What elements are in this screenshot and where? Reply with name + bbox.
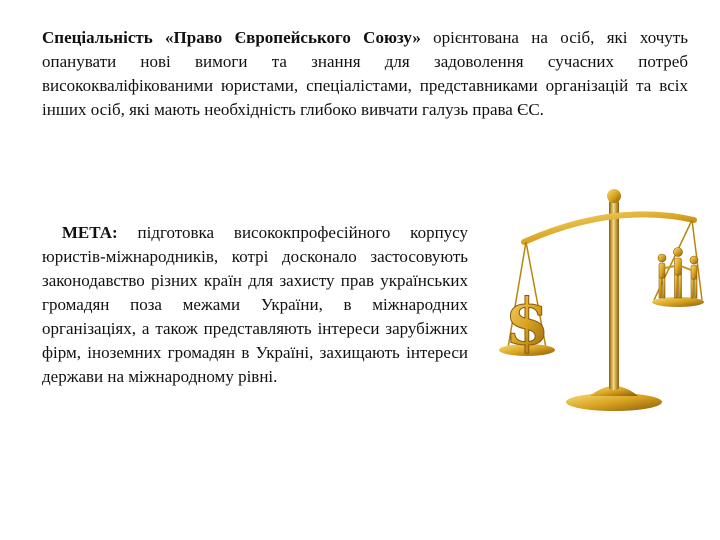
people-figures-icon — [658, 248, 698, 299]
golden-scales-icon — [494, 180, 704, 412]
right-pan — [652, 297, 704, 307]
intro-paragraph — [42, 26, 688, 122]
goal-label: МЕТА: — [61, 223, 118, 242]
goal-paragraph — [42, 221, 468, 389]
dollar-sign-icon: $ — [504, 285, 550, 360]
specialty-title: Спеціальність «Право Європейського Союзу» — [42, 28, 421, 47]
scale-pillar — [609, 200, 619, 390]
intro-text: орієнтована на осіб, які хочуть опанувати нові вимоги та знання для задоволення сучасних потреб висококваліфікованими юристами, спеціалістами, представниками організацій та всіх інших осіб, які мають необхідність глибоко вивчати галузь права ЄС. — [42, 28, 688, 119]
scale-top-knob — [607, 189, 621, 203]
goal-text: підготовка висококпрофесійного корпусу юристів-міжнародників, котрі досконало застосовують законодавство різних країн для захисту прав українських громадян поза межами України, в міжнародних організаціях, а також представляють інтереси зарубіжних фірм, іноземних громадян в Україні, захищають інтереси держави на міжнародному рівні. — [42, 223, 469, 386]
